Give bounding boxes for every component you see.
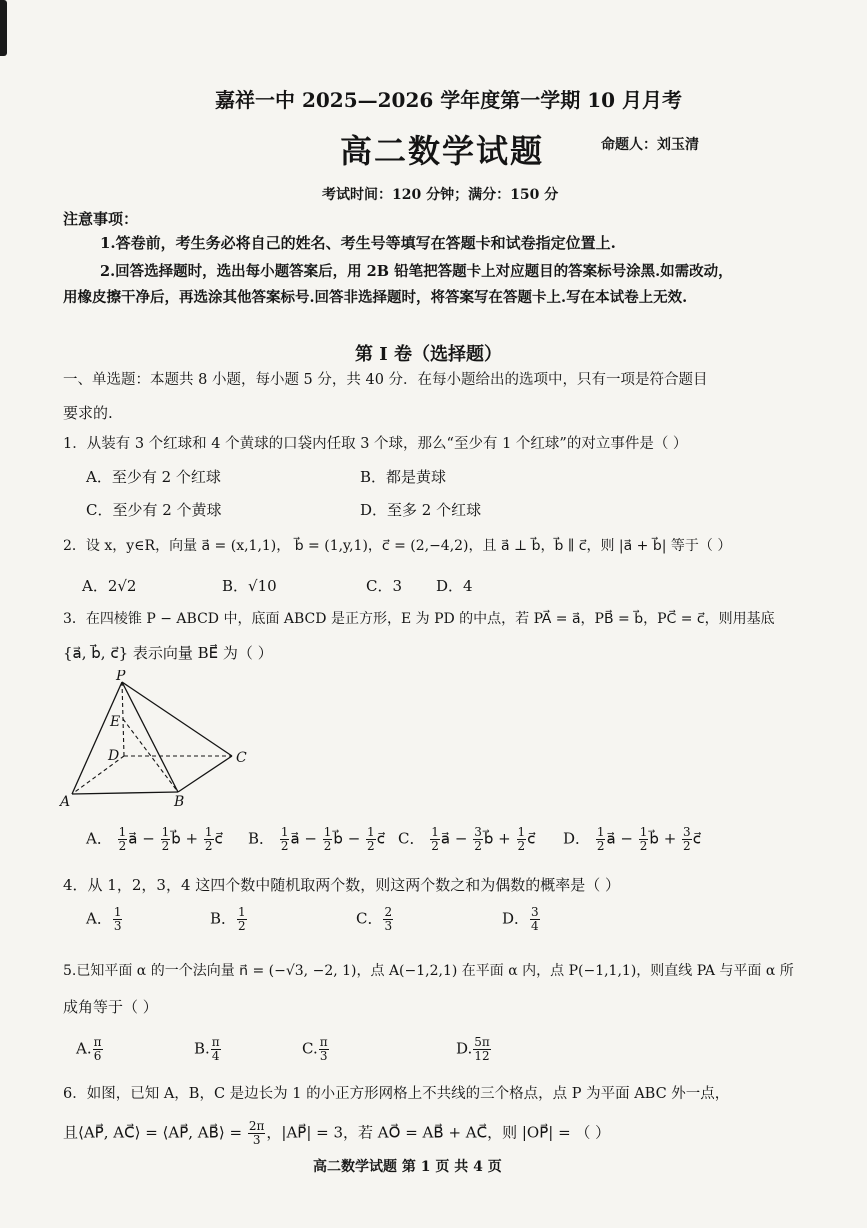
section-intro-line-1: 一、单选题：本题共 8 小题，每小题 5 分，共 40 分．在每小题给出的选项中，只有一项是符合题目	[63, 372, 708, 388]
question-5-option-a: A. $\frac{\pi}{6}$	[76, 1035, 102, 1063]
section-title: 第 I 卷（选择题）	[355, 344, 502, 365]
question-5-option-c: C. $\frac{\pi}{3}$	[302, 1035, 328, 1063]
scan-edge-mark	[0, 0, 7, 56]
question-1-option-c: C．至少有 2 个黄球	[86, 501, 222, 519]
question-5-option-b: B. $\frac{\pi}{4}$	[194, 1035, 220, 1063]
section-intro-line-2: 要求的.	[63, 404, 113, 422]
edge-pb	[122, 682, 178, 792]
question-1-option-b: B．都是黄球	[360, 468, 447, 486]
question-5-option-d: D. $\frac{5\pi}{12}$	[456, 1035, 490, 1063]
question-3-option-c: C． $\frac{1}{2}$ a⃗ − $\frac{3}{2}$ b⃗ + $\frac{1}{2}$ c⃗	[398, 825, 536, 853]
question-3-stem-line-1: 3．在四棱锥 P − ABCD 中，底面 ABCD 是正方形，E 为 PD 的中点，若 PA⃗ = a⃗，PB⃗ = b⃗，PC⃗ = c⃗，则用基底	[63, 611, 775, 627]
edge-pa	[72, 682, 122, 794]
question-4-stem: 4．从 1，2，3，4 这四个数中随机取两个数，则这两个数之和为偶数的概率是（ ）	[63, 876, 621, 894]
question-2-option-a: A．2√2	[82, 577, 137, 595]
question-3-option-d: D． $\frac{1}{2}$ a⃗ − $\frac{1}{2}$ b⃗ + $\frac{3}{2}$ c⃗	[563, 825, 701, 853]
question-3-option-b: B． $\frac{1}{2}$ a⃗ − $\frac{1}{2}$ b⃗ − $\frac{1}{2}$ c⃗	[248, 825, 385, 853]
note-item-2-line-2: 用橡皮擦干净后，再选涂其他答案标号.回答非选择题时，将答案写在答题卡上.写在本试卷上无效.	[63, 289, 688, 306]
edge-ab	[72, 792, 178, 794]
label-c: C	[236, 750, 247, 766]
label-p: P	[116, 670, 126, 684]
question-6-stem-line-1: 6．如图，已知 A，B，C 是边长为 1 的小正方形网格上不共线的三个格点，点 P 为平面 ABC 外一点，	[63, 1086, 730, 1102]
question-2-option-c: C．3	[366, 577, 403, 595]
page-footer: 高二数学试题 第 1 页 共 4 页	[313, 1159, 502, 1175]
exam-info: 考试时间：120 分钟；满分：150 分	[322, 187, 559, 203]
question-1-option-a: A．至少有 2 个红球	[86, 468, 221, 486]
question-4-option-d: D． $\frac{3}{4}$	[502, 905, 539, 933]
question-1-option-d: D．至多 2 个红球	[360, 501, 482, 519]
edge-pc	[122, 682, 232, 756]
pyramid-figure	[58, 670, 258, 810]
note-item-1: 1.答卷前，考生务必将自己的姓名、考生号等填写在答题卡和试卷指定位置上.	[100, 234, 616, 252]
question-3-stem-line-2: {a⃗, b⃗, c⃗} 表示向量 BE⃗ 为（ ）	[63, 644, 273, 662]
author-line: 命题人：刘玉清	[601, 137, 699, 153]
label-d: D	[108, 748, 120, 764]
notes-heading: 注意事项：	[63, 210, 139, 228]
edge-bc	[178, 756, 232, 792]
question-4-option-b: B． $\frac{1}{2}$	[210, 905, 246, 933]
note-item-2-line-1: 2.回答选择题时，选出每小题答案后，用 2B 铅笔把答题卡上对应题目的答案标号涂黑.如需改动，	[100, 263, 733, 280]
label-b: B	[174, 794, 185, 810]
label-a: A	[60, 794, 71, 810]
question-6-stem-line-2: 且⟨AP⃗, AC⃗⟩ = ⟨AP⃗, AB⃗⟩ = $\frac{2\pi}{3}$ ，|AP⃗| = 3，若 AO⃗ = AB⃗ + AC⃗，则 |OP⃗| = （ ）	[63, 1119, 611, 1147]
question-2-option-d: D．4	[436, 577, 473, 595]
label-e: E	[110, 714, 121, 730]
question-2-option-b: B．√10	[222, 577, 277, 595]
question-4-option-c: C． $\frac{2}{3}$	[356, 905, 393, 933]
page-title: 高二数学试题	[340, 132, 545, 170]
question-2-stem: 2．设 x，y∈R，向量 a⃗ = (x,1,1)， b⃗ = (1,y,1)，c⃗ = (2,−4,2)，且 a⃗ ⊥ b⃗，b⃗ ∥ c⃗，则 |a⃗ + b⃗| 等于（ ）	[63, 538, 732, 554]
school-line: 嘉祥一中 2025—2026 学年度第一学期 10 月月考	[215, 88, 683, 112]
question-5-stem-line-1: 5.已知平面 α 的一个法向量 n⃗ = (−√3, −2, 1)，点 A(−1,2,1) 在平面 α 内，点 P(−1,1,1)，则直线 PA 与平面 α 所	[63, 963, 794, 979]
question-5-stem-line-2: 成角等于（ ）	[63, 998, 158, 1016]
question-4-option-a: A． $\frac{1}{3}$	[86, 905, 122, 933]
question-3-option-a: A． $\frac{1}{2}$ a⃗ − $\frac{1}{2}$ b⃗ + $\frac{1}{2}$ c⃗	[86, 825, 223, 853]
question-1-stem: 1．从装有 3 个红球和 4 个黄球的口袋内任取 3 个球，那么“至少有 1 个红球”的对立事件是（ ）	[63, 436, 688, 452]
